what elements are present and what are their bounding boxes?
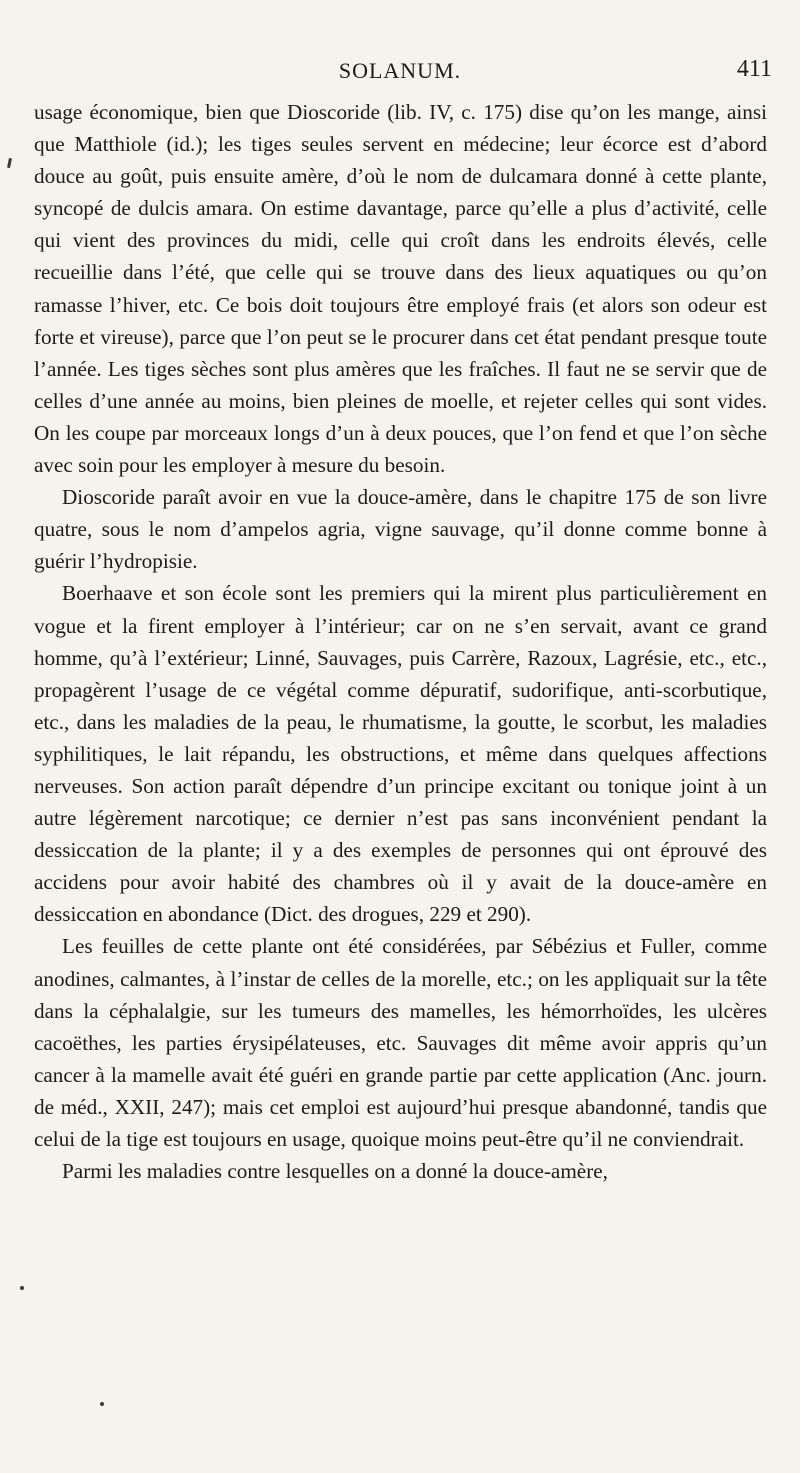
paragraph-3: Boerhaave et son école sont les premiers qui la mirent plus particulièrement en vogue et la firent employer à l’intérieur; car on ne s’en servait, avant ce grand homme, qu’à l’extérieur; Linné, Sauvages, puis Carrère, Razoux, Lagrésie, etc., etc., propagèrent l’usage de ce végétal comme dépuratif, sudorifique, anti-scorbutique, etc., dans les maladies de la peau, le rhumatisme, la goutte, le scorbut, les maladies syphilitiques, le lait répandu, les obstructions, et même dans quelques affections nerveuses. Son action paraît dépendre d’un principe excitant ou tonique joint à un autre légèrement narcotique; ce dernier n’est pas sans inconvénient pendant la dessiccation de la plante; il y a des exemples de personnes qui ont éprouvé des accidens pour avoir habité des chambres où il y avait de la douce-amère en dessiccation en abondance (Dict. des drogues, 229 et 290). (34, 581, 767, 927)
ink-dot (20, 1286, 24, 1290)
page-number: 411 (736, 56, 772, 82)
running-head: SOLANUM. (338, 58, 462, 83)
paragraph-4: Les feuilles de cette plante ont été considérées, par Sébézius et Fuller, comme anodines, calmantes, à l’instar de celles de la morelle, etc.; on les appliquait sur la tête dans la céphalalgie, sur les tumeurs des mamelles, les hémorrhoïdes, les ulcères cacoëthes, les parties érysipélateuses, etc. Sauvages dit même avoir appris qu’un cancer à la mamelle avait été guéri en grande partie par cette application (Anc. journ. de méd., XXII, 247); mais cet emploi est aujourd’hui presque abandonné, tandis que celui de la tige est toujours en usage, quoique moins peut-être qu’il ne conviendrait. (34, 934, 767, 1151)
ink-dot (100, 1402, 104, 1406)
paragraph-5: Parmi les maladies contre lesquelles on a donné la douce-amère, (62, 1159, 608, 1184)
ink-mark (7, 158, 12, 168)
page-header (28, 58, 772, 90)
page-body (34, 96, 767, 1187)
paragraph-1: usage économique, bien que Dioscoride (lib. IV, c. 175) dise qu’on les mange, ainsi que Matthiole (id.); les tiges seules servent en médecine; leur écorce est d’abord douce au goût, puis ensuite amère, d’où le nom de dulcamara donné à cette plante, syncopé de dulcis amara. On estime davantage, parce qu’elle a plus d’activité, celle qui vient des provinces du midi, celle qui croît dans les endroits élevés, celle recueillie dans l’été, que celle qui se trouve dans des lieux aquatiques ou qu’on ramasse l’hiver, etc. Ce bois doit toujours être employé frais (et alors son odeur est forte et vireuse), parce que l’on peut se le procurer dans cet état pendant presque toute l’année. Les tiges sèches sont plus amères que les fraîches. Il faut ne se servir que de celles d’une année au moins, bien pleines de moelle, et rejeter celles qui sont vides. On les coupe par morceaux longs d’un à deux pouces, que l’on fend et que l’on sèche avec soin pour les employer à mesure du besoin. (34, 100, 767, 478)
paragraph-2: Dioscoride paraît avoir en vue la douce-amère, dans le chapitre 175 de son livre quatre, sous le nom d’ampelos agria, vigne sauvage, qu’il donne comme bonne à guérir l’hydropisie. (34, 485, 767, 574)
